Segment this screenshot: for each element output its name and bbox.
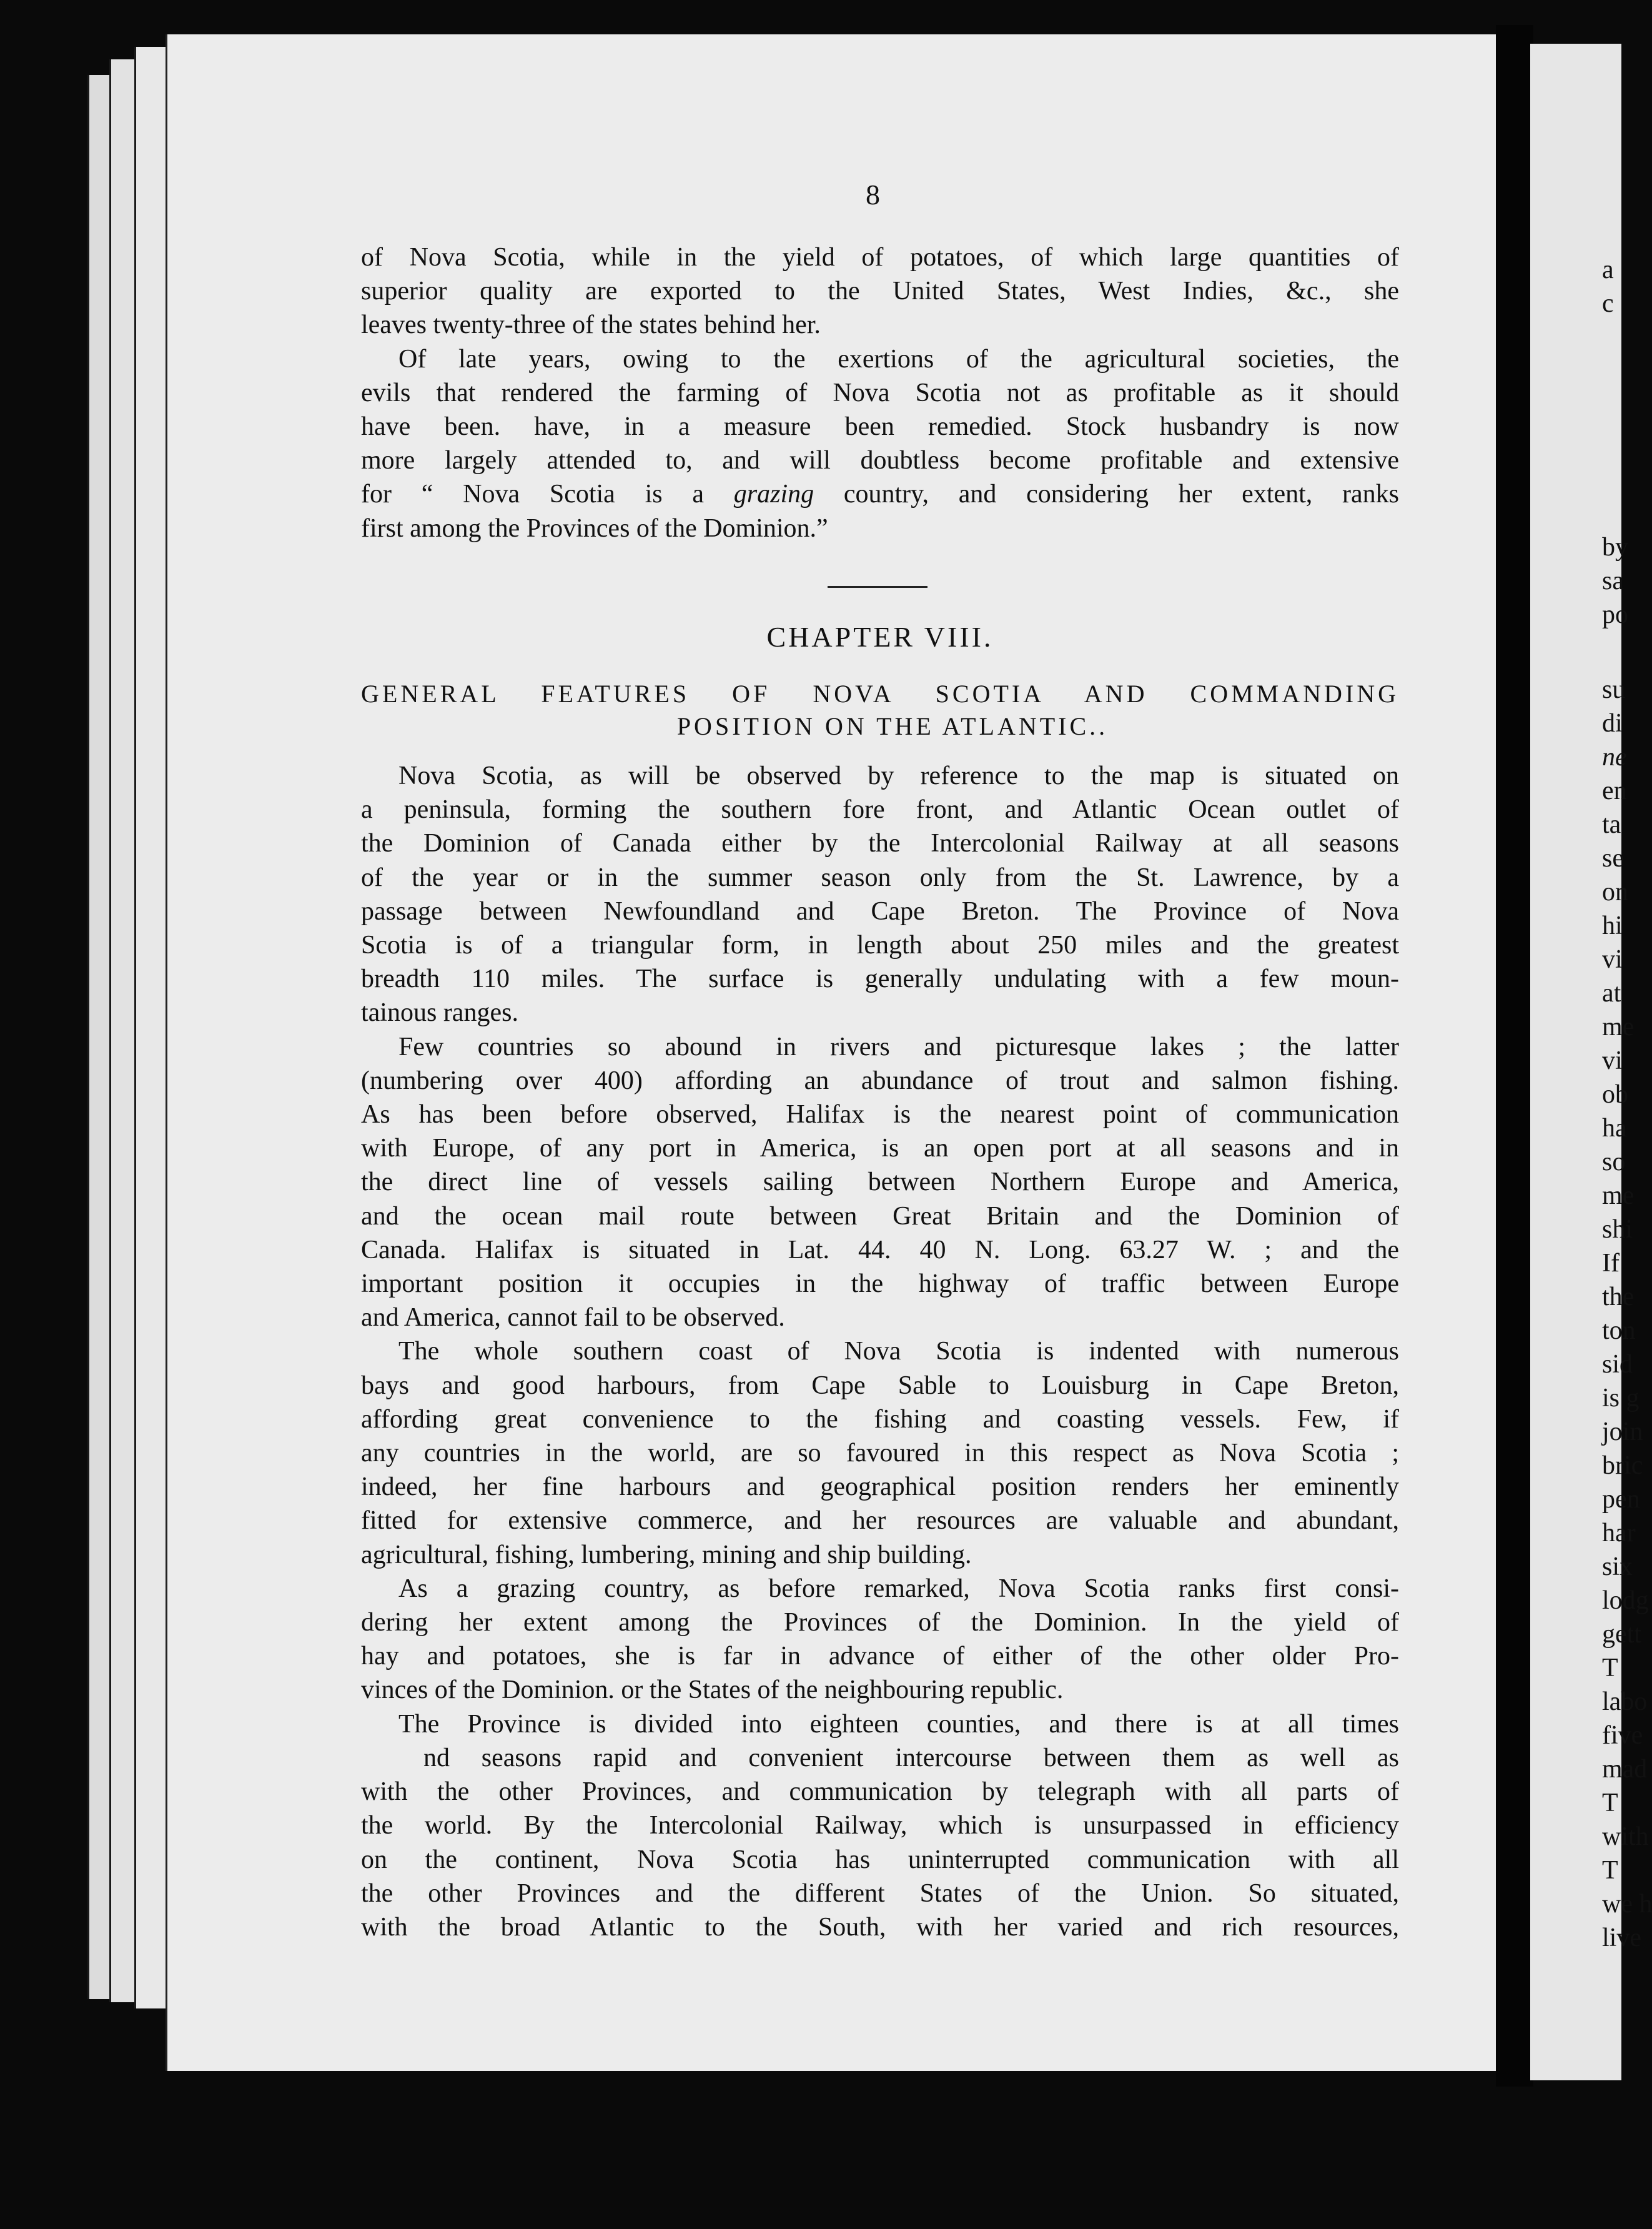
italic-word: grazing [733,480,814,509]
text-line: vinces of the Dominion. or the States of the neighbouring republic. [361,1675,1064,1705]
fragment: pen [1602,1485,1640,1514]
fragment: T [1602,1654,1618,1682]
text-line: more largely attended to, and will doubtless become profitable and extensive [361,446,1399,475]
fragment: sa [1602,567,1624,595]
text-line: Few countries so abound in rivers and picturesque lakes ; the latter [398,1032,1399,1061]
fragment: T [1602,1789,1618,1817]
text-line: Nova Scotia, as will be observed by reference to the map is situated on [398,762,1399,790]
fragment: me [1602,1181,1635,1210]
text-line: Of late years, owing to the exertions of the agricultural societies, the [398,344,1399,374]
text-line: the other Provinces and the different States of the Union. So situated, [361,1879,1399,1908]
fragment: by [1602,533,1628,562]
fragment: six [1602,1552,1633,1581]
fragment: sid [1602,1350,1633,1379]
text-line: (numbering over 400) affording an abundance of trout and salmon fishing. [361,1066,1399,1095]
fragment: join [1602,1417,1643,1446]
fragment: vi [1602,945,1623,974]
fragment: mad [1602,1755,1648,1784]
fragment: se [1602,844,1624,873]
text-line: have been. have, in a measure been remedied. Stock husbandry is now [361,412,1399,442]
text-segment: for “ Nova Scotia is a [361,480,704,509]
fragment: bric [1602,1451,1643,1480]
fragment: so [1602,1148,1626,1176]
fragment: ta [1602,810,1621,839]
text-line: tainous ranges. [361,998,518,1028]
fragment: five [1602,1721,1643,1750]
text-line: nd seasons rapid and convenient intercourse between them as well as [423,1743,1399,1772]
book-gutter [1496,25,1533,2087]
text-line: bays and good harbours, from Cape Sable to Louisburg in Cape Breton, [361,1371,1399,1400]
text-line: of the year or in the summer season only from the St. Lawrence, by a [361,863,1399,892]
text-line: affording great convenience to the fishing and coasting vessels. Few, if [361,1404,1399,1434]
fragment: me [1602,1013,1635,1041]
text-line: any countries in the world, are so favoured in this respect as Nova Scotia ; [361,1439,1399,1468]
text-line: As a grazing country, as before remarked, Nova Scotia ranks first consi- [398,1574,1399,1603]
text-line: hay and potatoes, she is far in advance of either of the other older Pro- [361,1642,1399,1671]
body-text [361,759,1399,1944]
heading-line-1: GENERAL FEATURES OF NOVA SCOTIA AND COMMANDING [361,680,1399,708]
text-line: with the other Provinces, and communication by telegraph with all parts of [361,1777,1399,1807]
text-line: of Nova Scotia, while in the yield of potatoes, of which large quantities of [361,243,1399,272]
page-number: 8 [866,179,880,211]
text-line: with the broad Atlantic to the South, with her varied and rich resources, [361,1912,1399,1942]
text-line: on the continent, Nova Scotia has uninterrupted communication with all [361,1845,1399,1874]
text-line: evils that rendered the farming of Nova Scotia not as profitable as it should [361,378,1399,407]
text-line: breadth 110 miles. The surface is generally undulating with a few moun- [361,965,1399,994]
fragment: a [1602,256,1614,284]
chapter-title: CHAPTER VIII. [766,621,994,653]
fragment: hi [1602,911,1623,940]
fragment: on [1602,878,1628,906]
fragment: ton [1602,1316,1636,1345]
text-line: important position it occupies in the highway of traffic between Europe [361,1269,1399,1299]
fragment: ob [1602,1080,1628,1109]
fragment: di [1602,709,1623,738]
fragment: at [1602,979,1621,1008]
text-line: first among the Provinces of the Dominion.” [361,514,828,543]
fragment: we h [1602,1890,1652,1919]
fragment: ha [1602,1114,1627,1143]
fragment: ne [1602,743,1627,772]
text-line: indeed, her fine harbours and geographical position renders her eminently [361,1472,1399,1502]
text-line: As has been before observed, Halifax is the nearest point of communication [361,1100,1399,1129]
text-line: Scotia is of a triangular form, in length about 250 miles and the greatest [361,931,1399,960]
fragment: shi [1602,1215,1633,1244]
heading-line-2: POSITION ON THE ATLANTIC.. [676,712,1109,740]
fragment: su [1602,675,1626,704]
text-line: The Province is divided into eighteen counties, and there is at all times [398,1709,1399,1739]
fragment: T [1602,1856,1618,1885]
text-line: the Dominion of Canada either by the Intercolonial Railway at all seasons [361,829,1399,858]
text-line: fitted for extensive commerce, and her resources are valuable and abundant, [361,1506,1399,1536]
text-line: with Europe, of any port in America, is an open port at all seasons and in [361,1134,1399,1163]
fragment: labo [1602,1687,1648,1716]
text-line: passage between Newfoundland and Cape Breton. The Province of Nova [361,896,1399,926]
text-line [361,477,1399,511]
text-line: The whole southern coast of Nova Scotia is indented with numerous [398,1337,1399,1366]
text-line: and the ocean mail route between Great Britain and the Dominion of [361,1201,1399,1231]
text-line: the direct line of vessels sailing between Northern Europe and America, [361,1168,1399,1197]
fragment: c [1602,289,1614,318]
fragment: If [1602,1249,1620,1278]
fragment: live [1602,1924,1641,1952]
fragment: vi [1602,1046,1623,1075]
fragment: har [1602,1519,1636,1547]
fragment: lodg [1602,1586,1649,1615]
text-line: agricultural, fishing, lumbering, mining and ship building. [361,1540,972,1569]
fragment: en [1602,777,1627,805]
intro-text [361,241,1399,545]
text-segment: country, and considering her extent, ranks [843,480,1400,509]
fragment: is g [1602,1384,1640,1412]
text-line: dering her extent among the Provinces of the Dominion. In the yield of [361,1608,1399,1637]
section-separator [828,586,927,588]
text-line: and America, cannot fail to be observed. [361,1303,785,1333]
text-line: a peninsula, forming the southern fore front, and Atlantic Ocean outlet of [361,795,1399,825]
fragment: po [1602,600,1628,629]
fragment: gett [1602,1620,1641,1649]
text-line: the world. By the Intercolonial Railway, which is unsurpassed in efficiency [361,1811,1399,1840]
text-line: superior quality are exported to the United States, West Indies, &c., she [361,277,1399,306]
text-line: Canada. Halifax is situated in Lat. 44. 40 N. Long. 63.27 W. ; and the [361,1235,1399,1264]
fragment: the [1602,1283,1635,1311]
fragment: with [1602,1822,1649,1851]
chapter-heading [361,678,1399,743]
text-line: leaves twenty-three of the states behind her. [361,310,821,340]
